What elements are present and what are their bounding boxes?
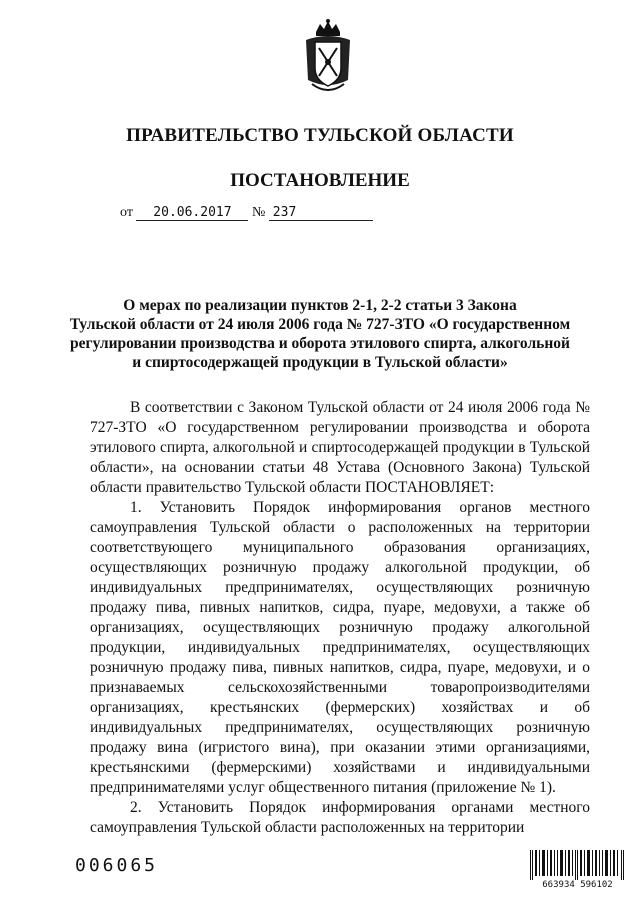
subject-line: О мерах по реализации пунктов 2-1, 2-2 статьи 3 Закона	[123, 297, 517, 314]
number-value: 237	[269, 205, 373, 221]
document-type: ПОСТАНОВЛЕНИЕ	[230, 170, 410, 191]
subject-line: регулировании производства и оборота этилового спирта, алкогольной	[70, 335, 570, 352]
serial-number: 006065	[75, 855, 159, 876]
number-label: №	[251, 205, 266, 220]
coat-of-arms-icon	[298, 18, 358, 98]
subject-line: и спиртосодержащей продукции в Тульской области»	[132, 354, 508, 371]
date-label: от	[120, 205, 133, 220]
item-1-paragraph: 1. Установить Порядок информирования органов местного самоуправления Тульской области о расположенных на территории соответствующего муниципального образования организациях, осуществляющих розничную продажу алкогольной продукции, об индивидуальных предпринимателях, осуществляющих розничную продажу пива, пивных напитков, сидра, пуаре, медовухи, а также об организациях, осуществляющих розничную продажу алкогольной продукции, индивидуальных предпринимателях, осуществляющих розничную продажу пива, пивных напитков, сидра, пуаре, медовухи, и о признаваемых сельскохозяйственными товаропроизводителями организациях, крестьянских (фермерских) хозяйствах и об индивидуальных предпринимателях, осуществляющих розничную продажу вина (игристого вина), при оказании этими организациями, крестьянскими (фермерскими) хозяйствами и индивидуальными предпринимателями услуг общественного питания (приложение № 1).	[90, 499, 590, 796]
barcode-icon	[530, 850, 625, 880]
date-value: 20.06.2017	[136, 205, 248, 221]
document-subject	[0, 296, 640, 372]
document-meta	[120, 205, 373, 221]
government-title: ПРАВИТЕЛЬСТВО ТУЛЬСКОЙ ОБЛАСТИ	[126, 125, 514, 146]
subject-line: Тульской области от 24 июля 2006 года № 727-ЗТО «О государственном	[69, 316, 571, 333]
item-2-paragraph: 2. Установить Порядок информирования органами местного самоуправления Тульской области расположенных на территории	[90, 799, 590, 836]
barcode-digits: 663934 596102	[542, 880, 613, 890]
document-body	[90, 398, 590, 838]
preamble-paragraph: В соответствии с Законом Тульской области от 24 июля 2006 года № 727-ЗТО «О государственном регулировании производства и оборота этилового спирта, алкогольной и спиртосодержащей продукции в Тульской области», на основании статьи 48 Устава (Основного Закона) Тульской области правительство Тульской области ПОСТАНОВЛЯЕТ:	[90, 399, 590, 496]
